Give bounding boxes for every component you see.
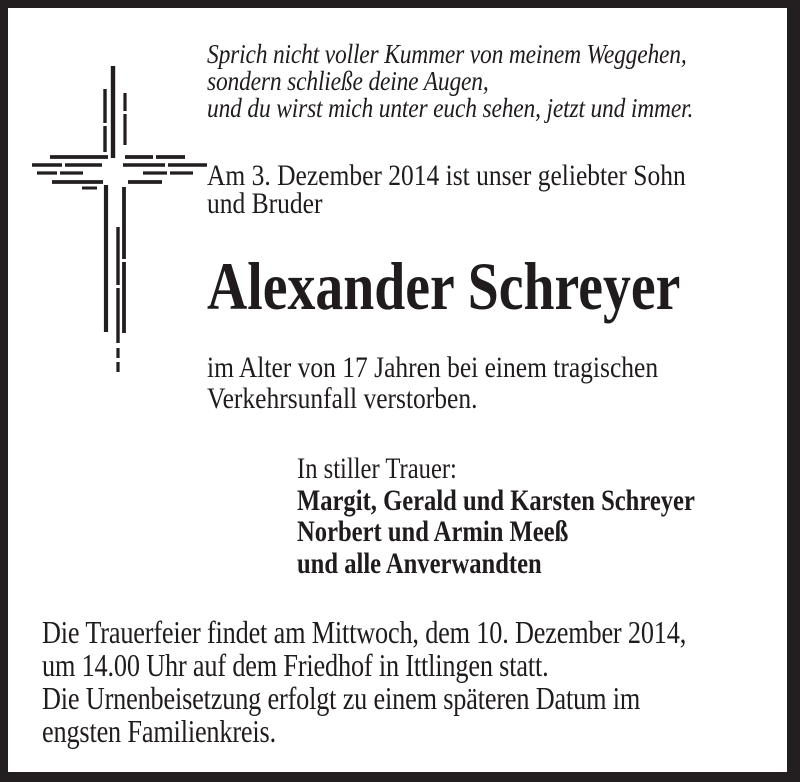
memorial-cross-icon xyxy=(25,50,215,380)
funeral-details-line: Die Urnenbeisetzung erfolgt zu einem späteren Datum im xyxy=(42,680,641,716)
death-details-line: Verkehrsunfall verstorben. xyxy=(207,382,478,415)
deceased-name: Alexander Schreyer xyxy=(207,248,681,324)
announcement-line: Am 3. Dezember 2014 ist unser geliebter Sohn xyxy=(207,159,686,192)
announcement-line: und Bruder xyxy=(207,187,323,220)
funeral-details-line: engsten Familienkreis. xyxy=(42,713,276,749)
death-announcement xyxy=(207,159,686,220)
funeral-details-line: um 14.00 Uhr auf dem Friedhof in Ittlingen statt. xyxy=(42,647,549,683)
mourner-name: Norbert und Armin Meeß xyxy=(297,515,569,548)
mourning-section xyxy=(297,453,695,579)
epigraph-line: Sprich nicht voller Kummer von meinem Weggehen, xyxy=(207,39,687,69)
memorial-cross-strokes xyxy=(32,66,207,372)
epigraph-line: und du wirst mich unter euch sehen, jetzt und immer. xyxy=(207,93,694,123)
funeral-details-line: Die Trauerfeier findet am Mittwoch, dem 10. Dezember 2014, xyxy=(42,614,687,650)
epigraph-line: sondern schließe deine Augen, xyxy=(207,66,489,96)
funeral-details xyxy=(42,616,686,748)
mourning-intro: In stiller Trauer: xyxy=(297,452,457,485)
mourner-name: und alle Anverwandten xyxy=(297,546,542,580)
mourner-names xyxy=(297,485,695,580)
mourner-name: Margit, Gerald und Karsten Schreyer xyxy=(297,483,695,517)
epigraph-verse xyxy=(207,41,693,122)
death-details-line: im Alter von 17 Jahren bei einem tragischen xyxy=(207,351,659,384)
death-details xyxy=(207,352,658,414)
